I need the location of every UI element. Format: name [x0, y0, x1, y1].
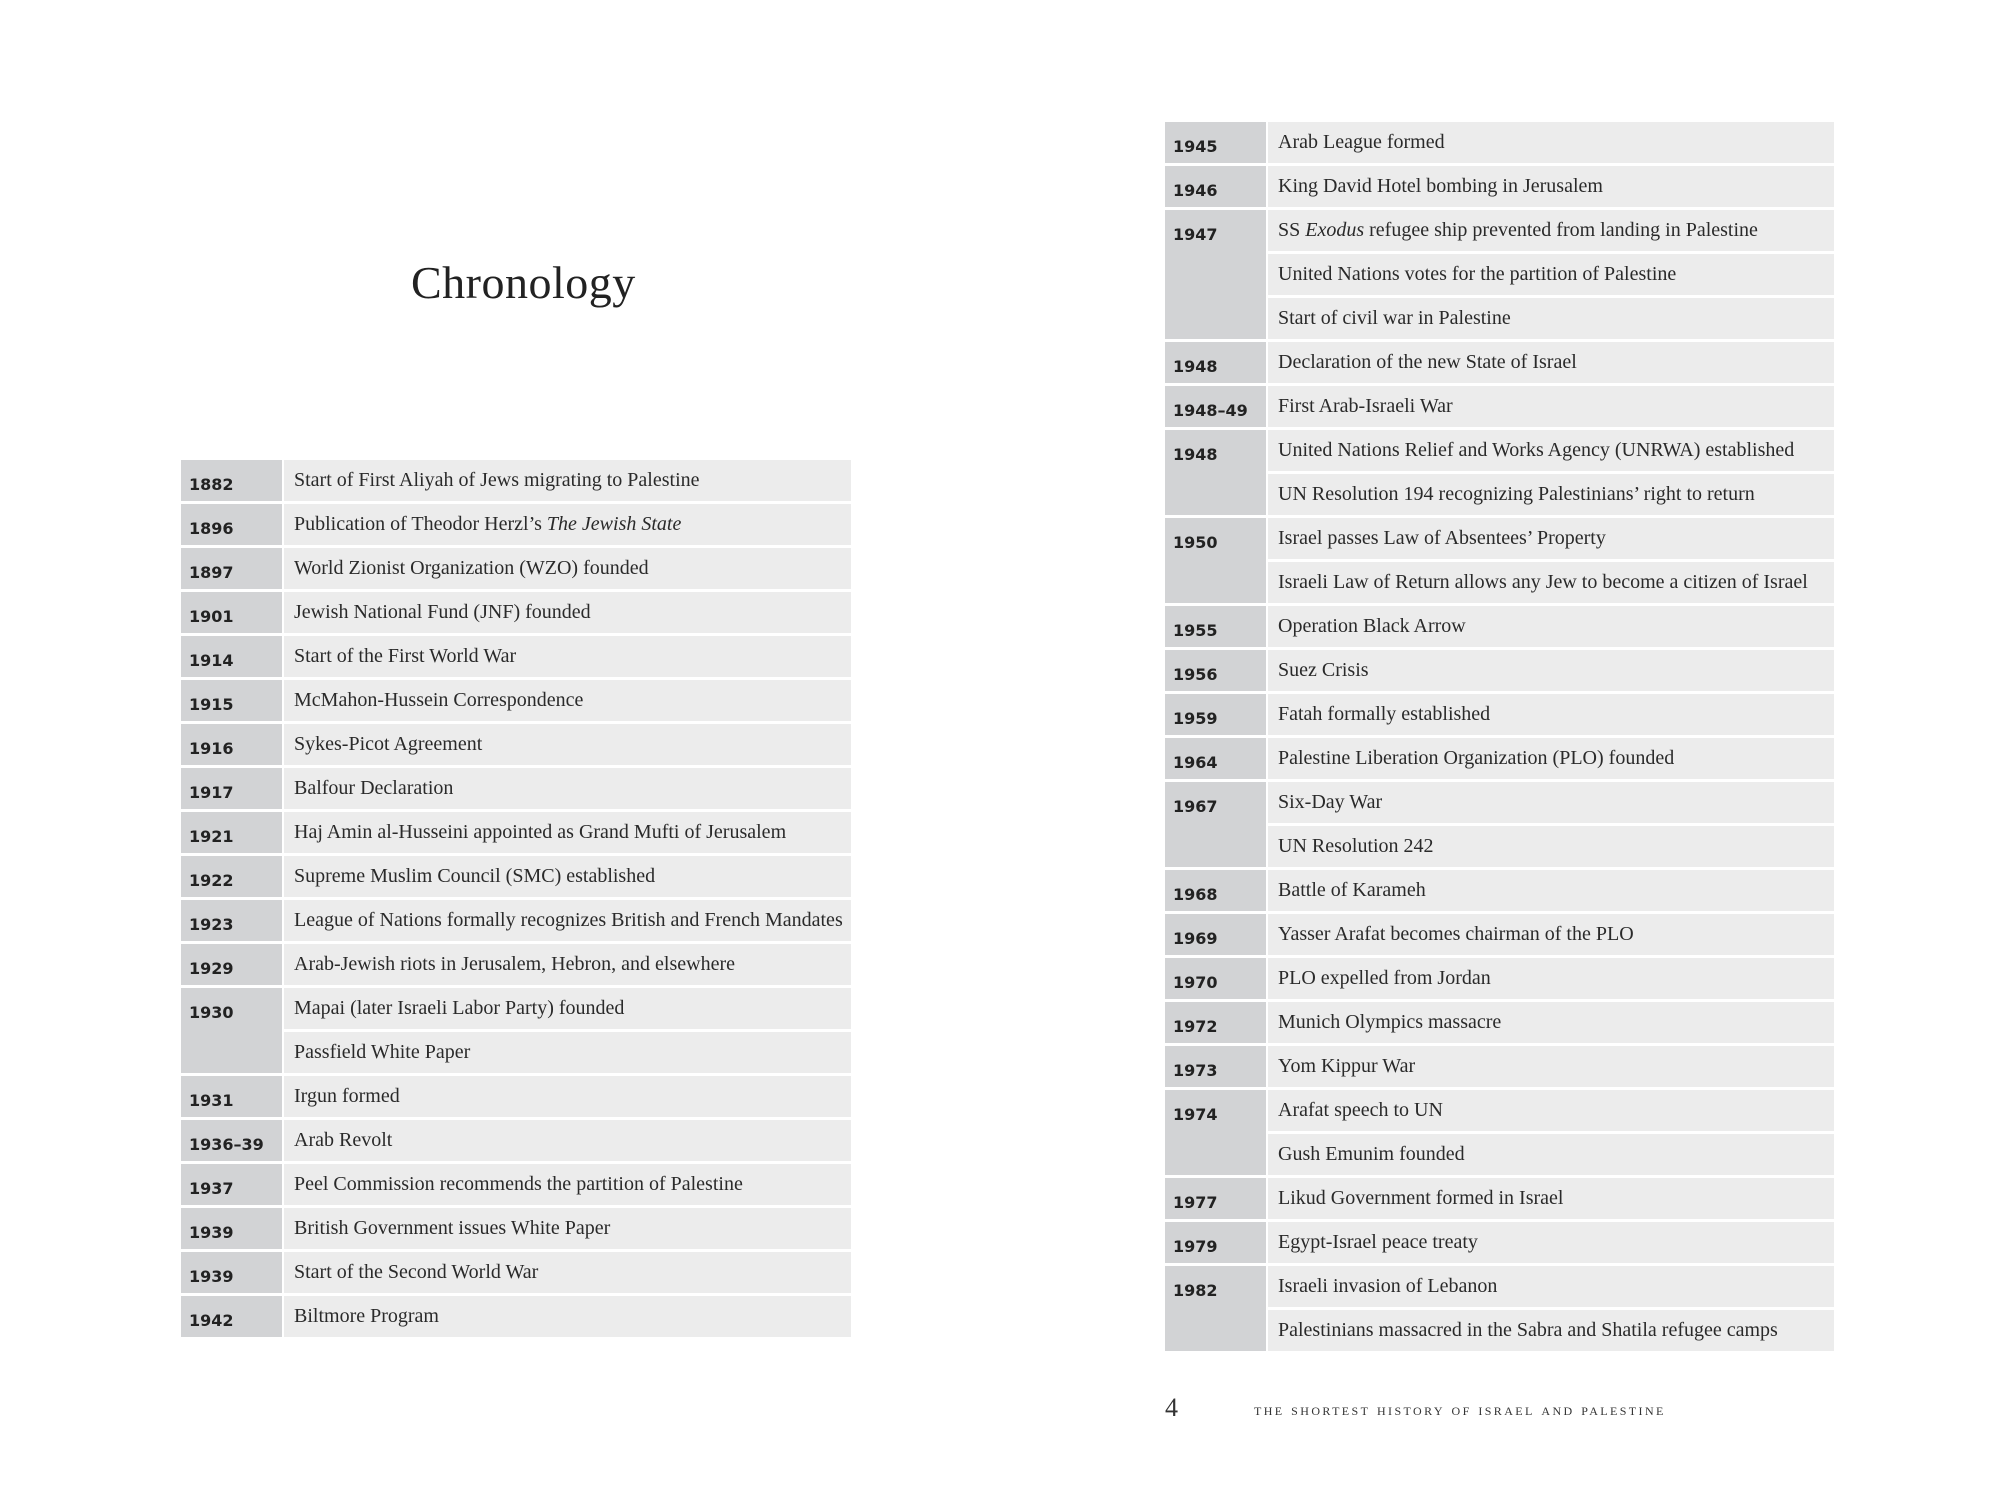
entry-year: 1948–49: [1165, 386, 1266, 427]
event-text: First Arab-Israeli War: [1278, 395, 1453, 417]
entry-events: [284, 680, 851, 721]
chronology-entry: [181, 1164, 851, 1205]
chronology-entry: [181, 768, 851, 809]
event-text-continued: refugee ship prevented from landing in Palestine: [1364, 219, 1758, 241]
entry-event: [284, 548, 851, 589]
entry-events: [1268, 958, 1834, 999]
entry-events: [1268, 694, 1834, 735]
event-italic-title: The Jewish State: [546, 513, 682, 535]
entry-year: 1947: [1165, 210, 1266, 339]
entry-year: 1922: [181, 856, 282, 897]
chronology-entry: [1165, 430, 1834, 515]
entry-event: [1268, 1002, 1834, 1043]
entry-events: [1268, 1046, 1834, 1087]
page-title: Chronology: [411, 257, 636, 308]
entry-year: 1950: [1165, 518, 1266, 603]
entry-event: [1268, 122, 1834, 163]
entry-events: [1268, 122, 1834, 163]
chronology-entry: [1165, 342, 1834, 383]
chronology-entry: [1165, 1090, 1834, 1175]
entry-event: [284, 812, 851, 853]
entry-event: [284, 1296, 851, 1337]
entry-year: 1916: [181, 724, 282, 765]
entry-events: [284, 548, 851, 589]
entry-events: [284, 988, 851, 1073]
chronology-entry: [181, 724, 851, 765]
event-text: Likud Government formed in Israel: [1278, 1187, 1564, 1209]
entry-event: [1268, 1046, 1834, 1087]
entry-year: 1948: [1165, 430, 1266, 515]
entry-event: [284, 944, 851, 985]
chronology-entry: [1165, 1266, 1834, 1351]
entry-event: [284, 1164, 851, 1205]
event-text: League of Nations formally recognizes British and French Mandates: [294, 909, 843, 931]
event-text: Israel passes Law of Absentees’ Property: [1278, 527, 1606, 549]
entry-events: [284, 1076, 851, 1117]
entry-year: 1955: [1165, 606, 1266, 647]
entry-event: [1268, 298, 1834, 339]
entry-event: [1268, 386, 1834, 427]
entry-year: 1982: [1165, 1266, 1266, 1351]
entry-event: [284, 900, 851, 941]
event-text: World Zionist Organization (WZO) founded: [294, 557, 649, 579]
entry-events: [284, 812, 851, 853]
entry-event: [1268, 1310, 1834, 1351]
entry-events: [1268, 782, 1834, 867]
entry-event: [1268, 914, 1834, 955]
entry-event: [1268, 1090, 1834, 1131]
entry-year: 1974: [1165, 1090, 1266, 1175]
event-text: United Nations votes for the partition of Palestine: [1278, 263, 1677, 285]
entry-events: [1268, 342, 1834, 383]
entry-event: [1268, 1222, 1834, 1263]
entry-events: [1268, 1002, 1834, 1043]
entry-year: 1930: [181, 988, 282, 1073]
entry-event: [1268, 1134, 1834, 1175]
event-italic-title: Exodus: [1305, 219, 1365, 241]
chronology-entry: [181, 504, 851, 545]
entry-event: [1268, 738, 1834, 779]
chronology-entry: [1165, 1046, 1834, 1087]
entry-year: 1942: [181, 1296, 282, 1337]
event-text: Battle of Karameh: [1278, 879, 1426, 901]
entry-event: [1268, 518, 1834, 559]
entry-event: [284, 1120, 851, 1161]
entry-events: [1268, 210, 1834, 339]
entry-year: 1921: [181, 812, 282, 853]
chronology-entry: [1165, 1178, 1834, 1219]
event-text: Arab League formed: [1278, 131, 1445, 153]
event-text: Biltmore Program: [294, 1305, 439, 1327]
event-text: Palestinians massacred in the Sabra and Shatila refugee camps: [1278, 1319, 1778, 1341]
chronology-entry: [1165, 870, 1834, 911]
entry-events: [284, 900, 851, 941]
event-text: Passfield White Paper: [294, 1041, 471, 1063]
event-text: Mapai (later Israeli Labor Party) founded: [294, 997, 625, 1019]
chronology-entry: [1165, 650, 1834, 691]
entry-events: [1268, 518, 1834, 603]
entry-event: [284, 768, 851, 809]
entry-year: 1914: [181, 636, 282, 677]
entry-year: 1937: [181, 1164, 282, 1205]
entry-event: [1268, 210, 1834, 251]
chronology-entry: [181, 460, 851, 501]
event-text: PLO expelled from Jordan: [1278, 967, 1491, 989]
event-text: Yasser Arafat becomes chairman of the PLO: [1278, 923, 1634, 945]
event-text: Irgun formed: [294, 1085, 400, 1107]
entry-event: [1268, 254, 1834, 295]
chronology-entry: [1165, 210, 1834, 339]
chronology-entry: [181, 1208, 851, 1249]
chronology-entry: [1165, 914, 1834, 955]
entry-year: 1972: [1165, 1002, 1266, 1043]
entry-events: [284, 724, 851, 765]
entry-event: [1268, 166, 1834, 207]
entry-event: [1268, 694, 1834, 735]
entry-event: [1268, 430, 1834, 471]
entry-events: [1268, 386, 1834, 427]
entry-events: [284, 1120, 851, 1161]
chronology-entry: [1165, 1222, 1834, 1263]
event-text: Declaration of the new State of Israel: [1278, 351, 1577, 373]
chronology-table-left: [181, 460, 851, 1340]
entry-year: 1882: [181, 460, 282, 501]
entry-year: 1973: [1165, 1046, 1266, 1087]
entry-year: 1979: [1165, 1222, 1266, 1263]
chronology-entry: [1165, 694, 1834, 735]
chronology-entry: [181, 856, 851, 897]
entry-year: 1964: [1165, 738, 1266, 779]
chronology-entry: [181, 1252, 851, 1293]
chronology-entry: [181, 680, 851, 721]
entry-events: [284, 504, 851, 545]
entry-event: [1268, 562, 1834, 603]
entry-year: 1977: [1165, 1178, 1266, 1219]
chronology-entry: [1165, 738, 1834, 779]
event-text: UN Resolution 194 recognizing Palestinians’ right to return: [1278, 483, 1755, 505]
entry-events: [284, 944, 851, 985]
event-text: Palestine Liberation Organization (PLO) founded: [1278, 747, 1675, 769]
entry-events: [284, 1164, 851, 1205]
entry-event: [284, 856, 851, 897]
chronology-entry: [181, 988, 851, 1073]
event-text: Sykes-Picot Agreement: [294, 733, 483, 755]
event-text: Arab-Jewish riots in Jerusalem, Hebron, and elsewhere: [294, 953, 735, 975]
chronology-entry: [181, 1296, 851, 1337]
entry-year: 1946: [1165, 166, 1266, 207]
entry-events: [284, 1296, 851, 1337]
chronology-entry: [1165, 958, 1834, 999]
entry-year: 1901: [181, 592, 282, 633]
event-text: Supreme Muslim Council (SMC) established: [294, 865, 656, 887]
event-text: UN Resolution 242: [1278, 835, 1434, 857]
entry-events: [284, 1252, 851, 1293]
event-text: Peel Commission recommends the partition of Palestine: [294, 1173, 743, 1195]
event-text: Balfour Declaration: [294, 777, 454, 799]
chronology-entry: [1165, 166, 1834, 207]
entry-events: [284, 592, 851, 633]
page-number: 4: [1165, 1393, 1178, 1422]
event-text: Start of the Second World War: [294, 1261, 539, 1283]
event-text: United Nations Relief and Works Agency (UNRWA) established: [1278, 439, 1795, 461]
entry-events: [1268, 650, 1834, 691]
entry-event: [1268, 782, 1834, 823]
entry-events: [1268, 914, 1834, 955]
event-text: Operation Black Arrow: [1278, 615, 1466, 637]
chronology-entry: [1165, 386, 1834, 427]
chronology-entry: [1165, 782, 1834, 867]
entry-events: [1268, 1178, 1834, 1219]
entry-year: 1968: [1165, 870, 1266, 911]
chronology-entry: [1165, 606, 1834, 647]
entry-events: [284, 1208, 851, 1249]
entry-events: [284, 460, 851, 501]
entry-year: 1939: [181, 1208, 282, 1249]
event-text: King David Hotel bombing in Jerusalem: [1278, 175, 1603, 197]
entry-event: [1268, 1266, 1834, 1307]
entry-events: [1268, 738, 1834, 779]
entry-event: [284, 680, 851, 721]
entry-events: [1268, 870, 1834, 911]
event-text: Gush Emunim founded: [1278, 1143, 1465, 1165]
chronology-entry: [181, 944, 851, 985]
chronology-entry: [1165, 1002, 1834, 1043]
entry-events: [284, 856, 851, 897]
chronology-entry: [181, 812, 851, 853]
entry-event: [284, 504, 851, 545]
entry-event: [1268, 870, 1834, 911]
entry-year: 1939: [181, 1252, 282, 1293]
entry-event: [1268, 606, 1834, 647]
chronology-entry: [181, 900, 851, 941]
event-text: Six-Day War: [1278, 791, 1383, 813]
running-header-book-title: the shortest history of israel and palestine: [1254, 1400, 1666, 1419]
entry-events: [1268, 1266, 1834, 1351]
event-text: Egypt-Israel peace treaty: [1278, 1231, 1478, 1253]
event-text: Publication of Theodor Herzl’s: [294, 513, 547, 535]
entry-year: 1931: [181, 1076, 282, 1117]
event-text: Fatah formally established: [1278, 703, 1491, 725]
event-text: SS: [1278, 219, 1306, 241]
entry-event: [1268, 342, 1834, 383]
event-text: Arab Revolt: [294, 1129, 393, 1151]
entry-year: 1923: [181, 900, 282, 941]
entry-event: [1268, 826, 1834, 867]
event-text: Start of civil war in Palestine: [1278, 307, 1511, 329]
chronology-entry: [181, 548, 851, 589]
entry-events: [1268, 1090, 1834, 1175]
entry-event: [284, 724, 851, 765]
entry-year: 1969: [1165, 914, 1266, 955]
entry-event: [284, 1252, 851, 1293]
event-text: Israeli invasion of Lebanon: [1278, 1275, 1498, 1297]
entry-year: 1948: [1165, 342, 1266, 383]
chronology-entry: [181, 592, 851, 633]
event-text: Munich Olympics massacre: [1278, 1011, 1502, 1033]
event-text: Suez Crisis: [1278, 659, 1369, 681]
entry-events: [1268, 1222, 1834, 1263]
entry-year: 1970: [1165, 958, 1266, 999]
event-text: Jewish National Fund (JNF) founded: [294, 601, 591, 623]
entry-year: 1956: [1165, 650, 1266, 691]
entry-event: [284, 636, 851, 677]
entry-events: [284, 768, 851, 809]
event-text: Start of the First World War: [294, 645, 517, 667]
entry-year: 1967: [1165, 782, 1266, 867]
entry-events: [284, 636, 851, 677]
event-text: Haj Amin al-Husseini appointed as Grand Mufti of Jerusalem: [294, 821, 787, 843]
entry-event: [284, 988, 851, 1029]
entry-year: 1897: [181, 548, 282, 589]
chronology-entry: [1165, 518, 1834, 603]
event-text: Arafat speech to UN: [1278, 1099, 1443, 1121]
entry-event: [284, 1032, 851, 1073]
chronology-entry: [1165, 122, 1834, 163]
entry-events: [1268, 166, 1834, 207]
entry-event: [1268, 958, 1834, 999]
entry-event: [284, 1208, 851, 1249]
event-text: McMahon-Hussein Correspondence: [294, 689, 584, 711]
entry-year: 1915: [181, 680, 282, 721]
entry-year: 1945: [1165, 122, 1266, 163]
entry-event: [1268, 1178, 1834, 1219]
event-text: Start of First Aliyah of Jews migrating to Palestine: [294, 469, 700, 491]
event-text: Yom Kippur War: [1278, 1055, 1416, 1077]
entry-year: 1896: [181, 504, 282, 545]
chronology-entry: [181, 1076, 851, 1117]
chronology-entry: [181, 636, 851, 677]
entry-year: 1936–39: [181, 1120, 282, 1161]
entry-event: [284, 1076, 851, 1117]
entry-event: [1268, 474, 1834, 515]
entry-year: 1929: [181, 944, 282, 985]
entry-events: [1268, 606, 1834, 647]
entry-year: 1917: [181, 768, 282, 809]
entry-event: [1268, 650, 1834, 691]
entry-events: [1268, 430, 1834, 515]
chronology-entry: [181, 1120, 851, 1161]
entry-event: [284, 592, 851, 633]
chronology-table-right: [1165, 122, 1834, 1354]
event-text: British Government issues White Paper: [294, 1217, 611, 1239]
entry-year: 1959: [1165, 694, 1266, 735]
event-text: Israeli Law of Return allows any Jew to become a citizen of Israel: [1278, 571, 1808, 593]
entry-event: [284, 460, 851, 501]
